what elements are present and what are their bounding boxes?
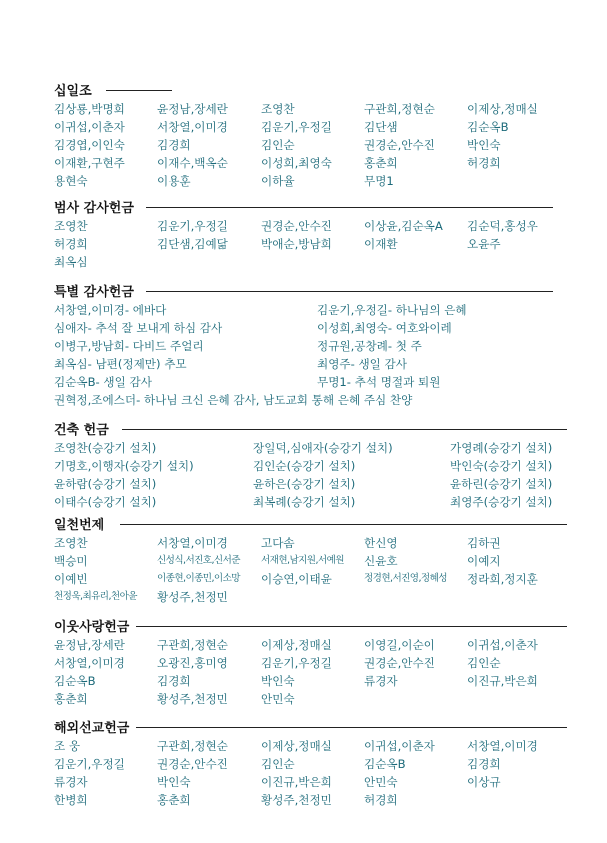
list-item: 김순옥B <box>54 674 96 688</box>
table-row <box>54 253 567 271</box>
section-divider <box>136 626 567 627</box>
list-item: 이예빈 <box>54 572 88 586</box>
list-item: 윤정남,장세란 <box>157 102 228 116</box>
section-title: 특별 감사헌금 <box>54 281 138 300</box>
section-title: 십일조 <box>54 80 96 99</box>
section-divider <box>136 727 567 728</box>
table-row <box>54 791 567 809</box>
list-item: 윤하은(승강기 설치) <box>253 477 356 491</box>
list-item: 권경순,안수진 <box>157 757 228 771</box>
list-item: 신윤호 <box>364 554 398 568</box>
list-item: 구관희,정현순 <box>157 739 228 753</box>
list-item: 홍춘희 <box>54 692 88 706</box>
section-title: 해외선교헌금 <box>54 717 133 736</box>
list-item: 구관희,정현순 <box>364 102 435 116</box>
table-row <box>54 355 567 373</box>
table-row <box>54 154 567 172</box>
list-item: 김단샘,김예닮 <box>157 237 228 251</box>
list-item: 김하권 <box>467 536 501 550</box>
list-item: 류경자 <box>364 674 398 688</box>
list-item: 김인순 <box>261 138 295 152</box>
list-item: 권경순,안수진 <box>364 656 435 670</box>
table-row <box>54 301 567 319</box>
list-item: 이용훈 <box>157 174 191 188</box>
list-item: 서창열,이미경 <box>157 536 228 550</box>
section-special-thanks <box>54 281 567 409</box>
name-grid <box>54 217 567 271</box>
section-title: 건축 헌금 <box>54 419 113 438</box>
table-row <box>54 737 567 755</box>
list-item: 권경순,안수진 <box>261 219 332 233</box>
list-item: 이하율 <box>261 174 295 188</box>
table-row <box>54 570 567 588</box>
list-item: 최옥심 <box>54 255 88 269</box>
list-item: 허경희 <box>54 237 88 251</box>
list-item: 서창열,이미경- 에바다 <box>54 303 167 317</box>
list-item: 김순옥B <box>364 757 406 771</box>
list-item: 홍춘희 <box>157 793 191 807</box>
list-item: 이진규,박은희 <box>261 775 332 789</box>
list-item: 정라희,정지훈 <box>467 572 538 586</box>
list-item: 황성주,천정민 <box>157 590 228 604</box>
section-neighbor-love <box>54 616 567 708</box>
list-item: 박인숙 <box>261 674 295 688</box>
name-grid <box>54 439 567 511</box>
list-item: 이제상,정매실 <box>467 102 538 116</box>
table-row <box>54 319 567 337</box>
section-overseas-mission <box>54 717 567 809</box>
table-row <box>54 773 567 791</box>
list-item: 이재환 <box>364 237 398 251</box>
list-item: 한병희 <box>54 793 88 807</box>
list-item: 박인숙 <box>157 775 191 789</box>
list-item: 한신영 <box>364 536 398 550</box>
table-row <box>54 118 567 136</box>
list-item: 최옥심- 남편(정제만) 추모 <box>54 357 187 371</box>
list-item: 류경자 <box>54 775 88 789</box>
section-title: 일천번제 <box>54 514 108 533</box>
name-grid <box>54 301 567 409</box>
list-item: 윤정남,장세란 <box>54 638 125 652</box>
list-item: 김순옥B <box>467 120 509 134</box>
list-item: 황성주,천정민 <box>261 793 332 807</box>
list-item: 김경희 <box>157 674 191 688</box>
list-item: 김경엽,이인숙 <box>54 138 125 152</box>
table-row <box>54 337 567 355</box>
list-item: 허경희 <box>364 793 398 807</box>
table-row <box>54 136 567 154</box>
name-grid <box>54 100 567 190</box>
table-row <box>54 439 567 457</box>
table-row <box>54 672 567 690</box>
list-item: 김경희 <box>467 757 501 771</box>
list-item: 이제상,정매실 <box>261 638 332 652</box>
list-item: 김순옥B- 생일 감사 <box>54 375 152 389</box>
list-item: 이태수(승강기 설치) <box>54 495 157 509</box>
list-item: 서재현,남지원,서예원 <box>261 555 344 566</box>
list-item: 이예지 <box>467 554 501 568</box>
section-divider <box>106 90 172 91</box>
list-item: 이상윤,김순옥A <box>364 219 443 233</box>
list-item: 이제상,정매실 <box>261 739 332 753</box>
list-item: 김운기,우정길 <box>157 219 228 233</box>
section-tithe <box>54 80 567 190</box>
list-item: 용현숙 <box>54 174 88 188</box>
table-row <box>54 552 567 570</box>
list-item: 이귀섭,이춘자 <box>467 638 538 652</box>
list-item: 김경희 <box>157 138 191 152</box>
table-row <box>54 654 567 672</box>
list-item: 조 웅 <box>54 739 81 753</box>
list-item: 기명호,이행자(승강기 설치) <box>54 459 194 473</box>
list-item: 구관희,정현순 <box>157 638 228 652</box>
list-item: 허경희 <box>467 156 501 170</box>
list-item: 서창열,이미경 <box>157 120 228 134</box>
list-item: 이병구,방남희- 다비드 주얼리 <box>54 339 204 353</box>
list-item: 김단샘 <box>364 120 398 134</box>
table-row <box>54 493 567 511</box>
list-item: 서창열,이미경 <box>54 656 125 670</box>
list-item: 가영례(승강기 설치) <box>450 441 553 455</box>
name-grid <box>54 534 567 606</box>
list-item: 신성식,서진호,신서준 <box>157 555 240 566</box>
table-row <box>54 217 567 235</box>
list-item: 황성주,천정민 <box>157 692 228 706</box>
name-grid <box>54 737 567 809</box>
section-thousand-offering <box>54 514 567 606</box>
list-item: 이승연,이태윤 <box>261 572 332 586</box>
list-item: 김운기,우정길 <box>261 120 332 134</box>
list-item: 윤하람(승강기 설치) <box>54 477 157 491</box>
list-item: 무명1- 추석 명절과 퇴원 <box>317 375 441 389</box>
list-item: 박애순,방남희 <box>261 237 332 251</box>
list-item: 이종현,이종민,이소망 <box>157 573 240 584</box>
list-item: 이재수,백옥순 <box>157 156 228 170</box>
list-item: 조영찬 <box>54 536 88 550</box>
list-item: 김상룡,박명희 <box>54 102 125 116</box>
table-row <box>54 755 567 773</box>
list-item: 천정욱,최유리,천아윤 <box>54 591 137 602</box>
list-item: 김인순 <box>467 656 501 670</box>
list-item: 최영주(승강기 설치) <box>450 495 553 509</box>
section-divider <box>122 429 567 430</box>
list-item: 권혁정,조에스더- 하나님 크신 은혜 감사, 남도교회 통해 은혜 주심 찬양 <box>54 393 413 407</box>
list-item: 김인순(승강기 설치) <box>253 459 356 473</box>
list-item: 김순덕,홍성우 <box>467 219 538 233</box>
list-item: 서창열,이미경 <box>467 739 538 753</box>
list-item: 오광진,홍미영 <box>157 656 228 670</box>
table-row <box>54 457 567 475</box>
list-item: 장일덕,심애자(승강기 설치) <box>253 441 393 455</box>
table-row <box>54 172 567 190</box>
list-item: 김운기,우정길 <box>261 656 332 670</box>
table-row <box>54 235 567 253</box>
section-divider <box>120 524 567 525</box>
section-building-fund <box>54 419 567 511</box>
list-item: 정경현,서진영,정혜성 <box>364 573 447 584</box>
list-item: 이귀섭,이춘자 <box>364 739 435 753</box>
name-grid <box>54 636 567 708</box>
list-item: 김운기,우정길 <box>54 757 125 771</box>
list-item: 오윤주 <box>467 237 501 251</box>
list-item: 이영길,이순이 <box>364 638 435 652</box>
list-item: 이상규 <box>467 775 501 789</box>
section-title: 이웃사랑헌금 <box>54 616 133 635</box>
table-row <box>54 391 567 409</box>
list-item: 홍춘희 <box>364 156 398 170</box>
list-item: 이귀섭,이춘자 <box>54 120 125 134</box>
list-item: 고다솜 <box>261 536 295 550</box>
list-item: 안민숙 <box>261 692 295 706</box>
list-item: 안민숙 <box>364 775 398 789</box>
list-item: 최복례(승강기 설치) <box>253 495 356 509</box>
table-row <box>54 475 567 493</box>
table-row <box>54 636 567 654</box>
table-row <box>54 588 567 606</box>
list-item: 이진규,박은희 <box>467 674 538 688</box>
list-item: 권경순,안수진 <box>364 138 435 152</box>
list-item: 무명1 <box>364 174 394 188</box>
list-item: 박인숙(승강기 설치) <box>450 459 553 473</box>
list-item: 김인순 <box>261 757 295 771</box>
list-item: 이재환,구현주 <box>54 156 125 170</box>
list-item: 조영찬(승강기 설치) <box>54 441 157 455</box>
list-item: 조영찬 <box>261 102 295 116</box>
list-item: 최영주- 생일 감사 <box>317 357 407 371</box>
list-item: 김운기,우정길- 하나님의 은혜 <box>317 303 467 317</box>
list-item: 윤하린(승강기 설치) <box>450 477 553 491</box>
list-item: 조영찬 <box>54 219 88 233</box>
table-row <box>54 100 567 118</box>
table-row <box>54 373 567 391</box>
list-item: 박인숙 <box>467 138 501 152</box>
section-divider <box>146 207 553 208</box>
list-item: 이성희,최영숙- 여호와이레 <box>317 321 452 335</box>
list-item: 이성희,최영숙 <box>261 156 332 170</box>
list-item: 백승미 <box>54 554 88 568</box>
section-title: 범사 감사헌금 <box>54 197 138 216</box>
list-item: 심애자- 추석 잘 보내게 하심 감사 <box>54 321 223 335</box>
table-row <box>54 534 567 552</box>
section-general-thanks <box>54 197 567 271</box>
section-divider <box>146 291 553 292</box>
table-row <box>54 690 567 708</box>
list-item: 정규원,공창례- 첫 주 <box>317 339 422 353</box>
